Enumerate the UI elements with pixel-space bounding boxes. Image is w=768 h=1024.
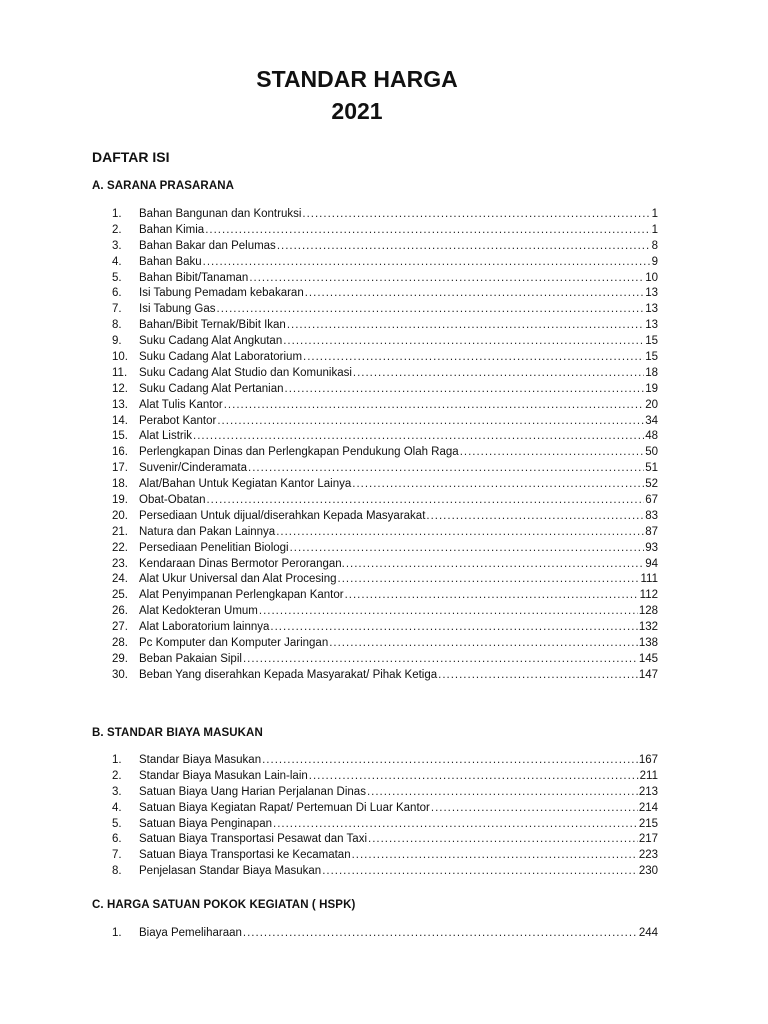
toc-entry-label: Suku Cadang Alat Laboratorium bbox=[139, 351, 303, 364]
toc-entry-label: Alat Laboratorium lainnya bbox=[139, 621, 270, 634]
toc-entry-page: 214 bbox=[638, 801, 658, 814]
toc-entry-page: 87 bbox=[645, 525, 658, 538]
toc-entry bbox=[112, 429, 660, 445]
toc-entry-page: 20 bbox=[645, 398, 658, 411]
dot-leader bbox=[205, 223, 650, 239]
toc-entry bbox=[112, 525, 660, 541]
toc-entry bbox=[112, 864, 660, 880]
toc-entry-label: Standar Biaya Masukan bbox=[139, 754, 262, 766]
toc-entry-number: 2. bbox=[112, 223, 122, 236]
toc-entry bbox=[112, 398, 660, 414]
toc-entry-number: 12. bbox=[112, 382, 128, 395]
toc-entry-label: Beban Yang diserahkan Kepada Masyarakat/ Pihak Ketiga bbox=[139, 668, 438, 681]
dot-leader bbox=[329, 636, 638, 652]
toc-entry bbox=[112, 414, 660, 430]
toc-entry bbox=[112, 817, 660, 833]
toc-entry-number: 24. bbox=[112, 573, 128, 586]
toc-entry-page: 8 bbox=[651, 239, 658, 252]
toc-entry-page: 50 bbox=[645, 446, 658, 459]
section-a-title: A. SARANA PRASARANA bbox=[92, 180, 235, 192]
toc-entry-label: Bahan Bakar dan Pelumas bbox=[139, 239, 276, 252]
toc-entry bbox=[112, 832, 660, 848]
toc-entry-number: 1. bbox=[112, 208, 122, 220]
toc-entry-label: Isi Tabung Gas bbox=[139, 303, 216, 316]
dot-leader bbox=[249, 271, 644, 287]
toc-entry-page: 10 bbox=[645, 271, 658, 284]
toc-entry-label: Penjelasan Standar Biaya Masukan bbox=[139, 865, 322, 878]
toc-entry-label: Satuan Biaya Penginapan bbox=[139, 817, 272, 830]
dot-leader bbox=[283, 334, 644, 350]
toc-entry bbox=[112, 350, 660, 366]
toc-entry-number: 11. bbox=[112, 366, 128, 379]
toc-entry-label: Perabot Kantor bbox=[139, 414, 217, 427]
dot-leader bbox=[426, 509, 644, 525]
toc-entry-number: 15. bbox=[112, 430, 128, 443]
dot-leader bbox=[277, 239, 651, 255]
toc-entry-label: Persediaan Penelitian Biologi bbox=[139, 541, 289, 554]
toc-entry-page: 138 bbox=[638, 637, 658, 650]
toc-entry-number: 2. bbox=[112, 769, 122, 782]
toc-entry-number: 16. bbox=[112, 446, 128, 459]
dot-leader bbox=[193, 429, 644, 445]
document-title: STANDAR HARGA bbox=[256, 66, 458, 92]
toc-entry-number: 1. bbox=[112, 754, 122, 766]
dot-leader bbox=[259, 604, 638, 620]
toc-entry-page: 147 bbox=[638, 668, 658, 681]
toc-entry-number: 22. bbox=[112, 541, 128, 554]
toc-entry bbox=[112, 334, 660, 350]
toc-entry-number: 14. bbox=[112, 414, 128, 427]
toc-entry-page: 34 bbox=[645, 414, 658, 427]
toc-entry-number: 20. bbox=[112, 509, 128, 522]
toc-entry bbox=[112, 572, 660, 588]
toc-entry-page: 15 bbox=[645, 351, 658, 364]
toc-entry-number: 23. bbox=[112, 557, 128, 570]
toc-entry-page: 1 bbox=[651, 208, 658, 220]
toc-entry-page: 213 bbox=[638, 785, 658, 798]
dot-leader bbox=[431, 801, 638, 817]
toc-entry bbox=[112, 769, 660, 785]
toc-entry-page: 111 bbox=[640, 573, 658, 586]
toc-entry-label: Suku Cadang Alat Angkutan bbox=[139, 335, 283, 348]
toc-entry-label: Bahan Baku bbox=[139, 255, 202, 268]
dot-leader bbox=[338, 572, 640, 588]
toc-entry-number: 9. bbox=[112, 335, 122, 348]
toc-entry-number: 18. bbox=[112, 478, 128, 491]
toc-entry-page: 15 bbox=[645, 335, 658, 348]
toc-entry-number: 13. bbox=[112, 398, 128, 411]
toc-entry bbox=[112, 652, 660, 668]
toc-entry-number: 6. bbox=[112, 287, 122, 300]
toc-entry-number: 19. bbox=[112, 494, 128, 507]
toc-entry bbox=[112, 493, 660, 509]
toc-entry-label: Kendaraan Dinas Bermotor Perorangan. bbox=[139, 557, 345, 570]
toc-entry bbox=[112, 366, 660, 382]
toc-entry bbox=[112, 926, 660, 942]
toc-entry bbox=[112, 753, 660, 769]
toc-entry-label: Bahan/Bibit Ternak/Bibit Ikan bbox=[139, 319, 286, 332]
dot-leader bbox=[345, 588, 639, 604]
toc-entry-number: 26. bbox=[112, 605, 128, 618]
toc-entry-number: 29. bbox=[112, 652, 128, 665]
toc-entry-label: Alat Listrik bbox=[139, 430, 193, 443]
toc-entry-number: 17. bbox=[112, 462, 128, 475]
dot-leader bbox=[206, 493, 644, 509]
dot-leader bbox=[352, 477, 644, 493]
toc-entry bbox=[112, 461, 660, 477]
dot-leader bbox=[270, 620, 637, 636]
toc-entry bbox=[112, 286, 660, 302]
toc-entry-page: 230 bbox=[638, 865, 658, 878]
section-c-list bbox=[112, 926, 660, 942]
dot-leader bbox=[346, 557, 644, 573]
toc-entry-number: 6. bbox=[112, 833, 122, 846]
toc-entry-page: 93 bbox=[645, 541, 658, 554]
toc-entry-page: 83 bbox=[645, 509, 658, 522]
toc-entry-number: 30. bbox=[112, 668, 128, 681]
toc-entry bbox=[112, 620, 660, 636]
toc-entry-number: 3. bbox=[112, 239, 122, 252]
toc-entry bbox=[112, 801, 660, 817]
toc-entry-page: 9 bbox=[651, 255, 658, 268]
toc-entry bbox=[112, 239, 660, 255]
toc-entry-page: 215 bbox=[638, 817, 658, 830]
toc-entry-label: Alat Tulis Kantor bbox=[139, 398, 223, 411]
toc-entry-page: 19 bbox=[645, 382, 658, 395]
toc-entry-label: Biaya Pemeliharaan bbox=[139, 927, 242, 939]
toc-entry-page: 167 bbox=[638, 754, 658, 766]
dot-leader bbox=[203, 255, 651, 271]
dot-leader bbox=[273, 817, 638, 833]
toc-entry-page: 13 bbox=[645, 319, 658, 332]
dot-leader bbox=[322, 864, 638, 880]
dot-leader bbox=[248, 461, 644, 477]
toc-entry-page: 1 bbox=[651, 223, 658, 236]
toc-entry bbox=[112, 255, 660, 271]
toc-entry-number: 10. bbox=[112, 351, 128, 364]
toc-entry bbox=[112, 588, 660, 604]
toc-entry-number: 5. bbox=[112, 271, 122, 284]
toc-entry-page: 244 bbox=[638, 927, 658, 939]
toc-entry-label: Satuan Biaya Uang Harian Perjalanan Dinas bbox=[139, 785, 366, 798]
toc-entry-page: 51 bbox=[645, 462, 658, 475]
dot-leader bbox=[243, 652, 638, 668]
toc-entry-label: Bahan Bibit/Tanaman bbox=[139, 271, 249, 284]
dot-leader bbox=[309, 769, 639, 785]
toc-entry bbox=[112, 636, 660, 652]
section-b-title: B. STANDAR BIAYA MASUKAN bbox=[92, 727, 263, 739]
toc-entry bbox=[112, 477, 660, 493]
toc-entry-label: Standar Biaya Masukan Lain-lain bbox=[139, 769, 308, 782]
toc-entry-label: Persediaan Untuk dijual/diserahkan Kepada Masyarakat bbox=[139, 509, 426, 522]
toc-entry-page: 13 bbox=[645, 303, 658, 316]
toc-entry bbox=[112, 557, 660, 573]
document-year: 2021 bbox=[331, 98, 383, 124]
toc-entry-number: 21. bbox=[112, 525, 128, 538]
toc-entry-label: Alat Kedokteran Umum bbox=[139, 605, 258, 618]
toc-entry-number: 28. bbox=[112, 637, 128, 650]
toc-entry bbox=[112, 668, 660, 684]
toc-entry bbox=[112, 271, 660, 287]
dot-leader bbox=[290, 541, 645, 557]
toc-entry-label: Perlengkapan Dinas dan Perlengkapan Pendukung Olah Raga bbox=[139, 446, 459, 459]
toc-heading: DAFTAR ISI bbox=[92, 149, 170, 165]
toc-entry-page: 217 bbox=[638, 833, 658, 846]
dot-leader bbox=[368, 832, 638, 848]
toc-entry-page: 52 bbox=[645, 478, 658, 491]
dot-leader bbox=[303, 350, 644, 366]
toc-entry bbox=[112, 848, 660, 864]
dot-leader bbox=[460, 445, 645, 461]
toc-entry-label: Natura dan Pakan Lainnya bbox=[139, 525, 276, 538]
toc-entry-label: Alat Penyimpanan Perlengkapan Kantor bbox=[139, 589, 344, 602]
toc-entry-label: Suku Cadang Alat Pertanian bbox=[139, 382, 284, 395]
toc-entry-label: Satuan Biaya Transportasi ke Kecamatan bbox=[139, 849, 351, 862]
toc-entry-label: Satuan Biaya Kegiatan Rapat/ Pertemuan Di Luar Kantor bbox=[139, 801, 430, 814]
dot-leader bbox=[438, 668, 638, 684]
toc-entry-page: 67 bbox=[645, 494, 658, 507]
section-c-title: C. HARGA SATUAN POKOK KEGIATAN ( HSPK) bbox=[92, 899, 356, 911]
toc-entry-number: 7. bbox=[112, 849, 122, 862]
dot-leader bbox=[217, 302, 645, 318]
toc-entry-number: 7. bbox=[112, 303, 122, 316]
toc-entry bbox=[112, 785, 660, 801]
dot-leader bbox=[224, 398, 644, 414]
section-a-list bbox=[112, 207, 660, 684]
toc-entry-label: Suku Cadang Alat Studio dan Komunikasi bbox=[139, 366, 352, 379]
dot-leader bbox=[352, 848, 638, 864]
toc-entry-number: 8. bbox=[112, 319, 122, 332]
dot-leader bbox=[262, 753, 638, 769]
dot-leader bbox=[367, 785, 638, 801]
toc-entry-number: 25. bbox=[112, 589, 128, 602]
toc-entry bbox=[112, 604, 660, 620]
dot-leader bbox=[285, 382, 645, 398]
toc-entry bbox=[112, 541, 660, 557]
toc-entry-page: 94 bbox=[645, 557, 658, 570]
toc-entry-page: 128 bbox=[638, 605, 658, 618]
toc-entry bbox=[112, 382, 660, 398]
toc-entry-page: 145 bbox=[638, 652, 658, 665]
dot-leader bbox=[353, 366, 644, 382]
section-b-list bbox=[112, 753, 660, 880]
toc-entry-page: 18 bbox=[645, 366, 658, 379]
toc-entry bbox=[112, 318, 660, 334]
toc-entry-label: Obat-Obatan bbox=[139, 494, 206, 507]
toc-entry-number: 1. bbox=[112, 927, 122, 939]
toc-entry-label: Bahan Kimia bbox=[139, 223, 205, 236]
toc-entry-page: 112 bbox=[639, 589, 658, 602]
toc-entry-page: 211 bbox=[639, 769, 658, 782]
dot-leader bbox=[276, 525, 644, 541]
toc-entry-label: Bahan Bangunan dan Kontruksi bbox=[139, 208, 302, 220]
toc-entry-page: 223 bbox=[638, 849, 658, 862]
toc-entry-label: Satuan Biaya Transportasi Pesawat dan Taxi bbox=[139, 833, 368, 846]
toc-entry bbox=[112, 302, 660, 318]
toc-entry-label: Alat/Bahan Untuk Kegiatan Kantor Lainya bbox=[139, 478, 352, 491]
toc-entry-label: Isi Tabung Pemadam kebakaran bbox=[139, 287, 304, 300]
toc-entry-label: Alat Ukur Universal dan Alat Procesing bbox=[139, 573, 337, 586]
toc-entry bbox=[112, 509, 660, 525]
toc-entry-number: 5. bbox=[112, 817, 122, 830]
dot-leader bbox=[243, 926, 638, 942]
toc-entry-page: 132 bbox=[638, 621, 658, 634]
dot-leader bbox=[305, 286, 644, 302]
toc-entry-number: 4. bbox=[112, 801, 122, 814]
toc-entry bbox=[112, 445, 660, 461]
toc-entry-page: 13 bbox=[645, 287, 658, 300]
toc-entry-label: Suvenir/Cinderamata bbox=[139, 462, 248, 475]
dot-leader bbox=[302, 207, 650, 223]
toc-entry bbox=[112, 207, 660, 223]
dot-leader bbox=[287, 318, 644, 334]
toc-entry-number: 3. bbox=[112, 785, 122, 798]
toc-entry-number: 8. bbox=[112, 865, 122, 878]
toc-entry bbox=[112, 223, 660, 239]
toc-entry-number: 27. bbox=[112, 621, 128, 634]
toc-entry-number: 4. bbox=[112, 255, 122, 268]
toc-entry-label: Beban Pakaian Sipil bbox=[139, 652, 242, 665]
toc-entry-page: 48 bbox=[645, 430, 658, 443]
toc-entry-label: Pc Komputer dan Komputer Jaringan bbox=[139, 637, 329, 650]
dot-leader bbox=[217, 414, 644, 430]
